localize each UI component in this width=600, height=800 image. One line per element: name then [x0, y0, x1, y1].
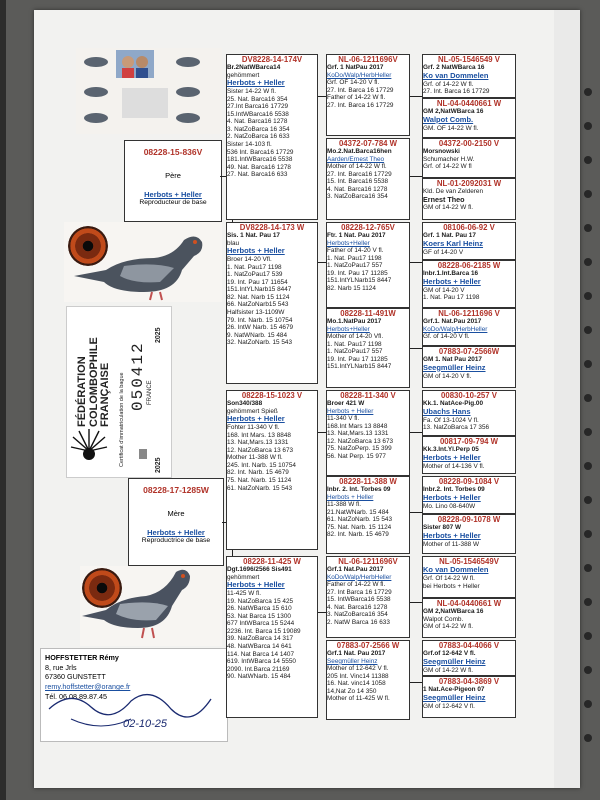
gp4-breeder: Herbots + Heller: [227, 580, 285, 590]
mere-box: [128, 478, 224, 566]
gp2-id: DV8228-14-173 W: [239, 223, 305, 232]
gp3-rest: 61. NatZoNarb. 15 543: [227, 484, 293, 492]
ffc-logo-icon: [69, 427, 109, 467]
gggp16-id: 07883-04-3869 V: [438, 677, 500, 686]
ggp8-line: 14,Nat Zo 14 350: [327, 687, 377, 695]
ggp7-line: Father of 14-22 W fl.: [327, 581, 386, 589]
gggp-box-3: [422, 138, 516, 178]
ggp8-id: 07883-07-2566 W: [336, 641, 400, 650]
pere-role: Père: [165, 171, 181, 180]
gggp-box-14: [422, 598, 516, 638]
ffc-certificate: [66, 306, 172, 478]
gggp9-rest: Fa. Of 13-1024 V fl.: [423, 416, 479, 424]
gp1-rest: 3. NatZoBarca 16 354: [227, 125, 290, 133]
gp2-breeder: Herbots + Heller: [227, 246, 285, 256]
gp3-line: gehömmert Spieß: [227, 407, 278, 415]
ffc-ring-number: 050412: [129, 341, 147, 411]
gggp3-id: 04372-00-2150 V: [438, 139, 500, 148]
breeder-photo: [76, 48, 222, 134]
ggp6-line: 61. NatZoNarb. 15 543: [327, 516, 393, 524]
gggp6-line: Inbr.1.Int.Barca 16: [423, 270, 479, 278]
ggp4-line: 1. NatZoPau17 557: [327, 348, 383, 356]
gggp2-id: NL-04-0440661 W: [436, 99, 502, 108]
gp2-rest: 82. Nat. Narb 15 1124: [227, 293, 290, 301]
ggp8-line: 16. Nat. vinc14 1058: [327, 680, 386, 688]
owner-phone: Tél. 06.08.89.87.45: [45, 691, 107, 701]
gggp5-line: Grf. 1 Nat. Pau 17: [423, 232, 476, 240]
ggp3-line: 1. Nat. Pau17 1198: [327, 254, 382, 262]
gp1-rest: 181.IntWBarca16 5538: [227, 156, 293, 164]
ggp6-id: 08228-11-388 W: [339, 477, 397, 486]
gp3-rest: 245. Int. Narb. 15 10754: [227, 461, 296, 469]
gggp8-id: 07883-07-2566W: [438, 347, 500, 356]
gggp4-line: GM of 14-22 W fl.: [423, 204, 474, 212]
gggp12-line: Sister 807 W: [423, 524, 462, 532]
ggp2-line: 4. Nat. Barca16 1278: [327, 185, 388, 193]
gp1-rest: 4. Nat. Barca16 1278: [227, 118, 288, 126]
gggp2-line: GM 2,NatWBarca 16: [423, 108, 484, 116]
ggp5-line: 56. Nat Perp. 15 977: [327, 453, 386, 461]
gp2-rest: 79. Int. Narb. 15 10754: [227, 316, 293, 324]
ggp4-line: 19. Int. Pau 17 11285: [327, 355, 388, 363]
pere-box: [124, 140, 222, 222]
ggp2-breeder: Aarden/Ernest Theo: [327, 155, 385, 163]
gp3-rest: 12. NatZoBarca 13 673: [227, 446, 294, 454]
gggp13-rest: Grf. Of 14-22 W fl.: [423, 575, 475, 583]
ggp1-line: Grf. 1 NatPau 2017: [327, 64, 384, 72]
ffc-country: FRANCE: [147, 380, 153, 405]
gggp-box-11: [422, 476, 516, 514]
gp4-id: 08228-11-425 W: [243, 557, 301, 566]
gggp7-id: NL-06-1211696 V: [438, 309, 500, 318]
ggp3-line: Ftr. 1 Nat. Pau 2017: [327, 232, 386, 240]
gggp11-id: 08228-09-1084 V: [438, 477, 500, 486]
ggp4-line: Mo.1.NatPau 2017: [327, 318, 382, 326]
gp4-rest: 2236. Int. Barca 15 19089: [227, 627, 301, 635]
gp2-rest: 1. Nat. Pau17 1198: [227, 263, 282, 271]
ggp5-line: 12. NatZoBarca 13 673: [327, 437, 394, 445]
gggp16-line: 1 Nat.Ace-Pigeon 07: [423, 686, 485, 694]
gggp5-rest: GF of 14-20 V: [423, 248, 464, 256]
gggp16-rest: GM of 12-642 V fl.: [423, 702, 475, 710]
ggp7-line: 4. Nat. Barca16 1278: [327, 603, 388, 611]
gp2-rest: 26. IntW Narb. 15 4679: [227, 324, 294, 332]
grandparent-box-1: [226, 54, 318, 220]
gggp-box-2: [422, 98, 516, 138]
ggp3-breeder: Herbots+Heller: [327, 239, 370, 247]
gp2-line: Sis. 1 Nat. Pau 17: [227, 232, 280, 240]
ffc-title-line1: FÉDÉRATION: [76, 356, 88, 427]
ggp3-line: Father of 14-20 V fl.: [327, 247, 384, 255]
grandparent-box-4: [226, 556, 318, 718]
ffc-year-bottom: 2025: [155, 457, 162, 473]
gggp4-line: Kld. De van Zelderen: [423, 188, 484, 196]
ggp6-line: 75. Nat. Narb. 15 1124: [327, 523, 392, 531]
ggp3-id: 08228-12-765V: [341, 223, 395, 232]
gp2-rest: 19. Int. Pau 17 11654: [227, 278, 288, 286]
gggp14-id: NL-04-0440661 W: [436, 599, 502, 608]
ggp1-line: 27. Int. Barca 16 17729: [327, 86, 394, 94]
ggp5-line: 11-340 V fl.: [327, 415, 360, 423]
ggp-box-8: [326, 640, 410, 720]
gp4-line: gehömmert: [227, 573, 260, 581]
gggp6-id: 08228-06-2185 W: [437, 261, 501, 270]
gp1-id: DV8228-14-174V: [241, 55, 303, 64]
ggp7-line: 2. NatW Barca 16 633: [327, 619, 390, 627]
gggp9-line: Kk.1. NatAce-Pig.00: [423, 400, 484, 408]
gggp13-rest: bei Herbots + Heller: [423, 582, 480, 590]
gp4-rest: 11-425 W fl.: [227, 590, 261, 598]
gp2-rest: 9. NatWNarb. 15 484: [227, 331, 288, 339]
gggp12-id: 08228-09-1078 W: [437, 515, 501, 524]
ggp7-line: Grf.1 Nat.Pau 2017: [327, 566, 384, 574]
gggp10-line: Kk.3.Int.Yl.Perp 05: [423, 446, 479, 454]
gp4-rest: 19. NatZoBarca 15 425: [227, 597, 294, 605]
ggp7-line: 15. IntWBarca16 5538: [327, 596, 391, 604]
gp2-rest: 32. NatZoNarb. 15 543: [227, 339, 293, 347]
gggp4-line: Ernest Theo: [423, 194, 465, 204]
ggp6-breeder: Herbots + Heller: [327, 493, 374, 501]
gggp1-breeder: Ko van Dommelen: [423, 70, 489, 80]
ggp5-id: 08228-11-340 V: [340, 391, 396, 400]
owner-email: remy.hoffstetter@orange.fr: [45, 682, 131, 692]
ggp-box-2: [326, 138, 410, 220]
ggp1-breeder: KoDo/Walp/HerbHeller: [327, 71, 392, 79]
pere-breeder: Herbots + Heller: [144, 190, 202, 199]
gggp6-rest: 1. Nat. Pau 17 1198: [423, 294, 480, 302]
ggp8-line: Mother of 11-425 W fl.: [327, 695, 390, 703]
sleeve-edge: [554, 10, 580, 788]
gggp-box-10: [422, 436, 516, 474]
pere-note: Reproducteur de base: [139, 199, 207, 206]
gggp14-line: Walpot Comb.: [423, 615, 464, 623]
ggp2-line: 27. Int. Barca16 17729: [327, 170, 392, 178]
gggp3-line: Schumacher H.W.: [423, 155, 475, 163]
ffc-title: [77, 337, 112, 427]
gp3-rest: 168. Int Mars. 13 8848: [227, 431, 291, 439]
ggp8-line: Grf.1 Nat. Pau 2017: [327, 650, 386, 658]
gggp5-breeder: Koers Karl Heinz: [423, 238, 484, 248]
gggp3-line: Morsnowski: [423, 148, 460, 156]
mere-note: Reproductrice de base: [141, 537, 211, 544]
ggp4-id: 08228-11-491W: [340, 309, 396, 318]
mere-photo: [80, 566, 222, 646]
gggp9-id: 00830-10-257 V: [441, 391, 497, 400]
ggp4-line: 1. Nat. Pau17 1198: [327, 340, 382, 348]
gggp-box-12: [422, 514, 516, 554]
gggp10-breeder: Herbots + Heller: [423, 452, 481, 462]
ffc-title-line3: FRANÇAISE: [99, 362, 112, 427]
gggp1-rest: 27. Int. Barca 16 17729: [423, 88, 490, 96]
ggp4-line: Mother of 14-20 Vfl.: [327, 333, 384, 341]
gggp8-line: GM 1. Nat Pau 2017: [423, 356, 482, 364]
gggp12-rest: Mother of 11-388 W: [423, 540, 480, 548]
gp1-rest: 27. Nat. Barca16 633: [227, 171, 288, 179]
ggp7-line: 3. NatZoBarca16 354: [327, 611, 388, 619]
ffc-cert-text: Certificat d'immatriculation de la bague: [119, 372, 125, 467]
gggp9-breeder: Ubachs Hans: [423, 406, 471, 416]
owner-city: 67360 GUNSTETT: [45, 672, 106, 682]
gp3-rest: 75. Nat. Narb. 15 1124: [227, 476, 292, 484]
gggp-box-6: [422, 260, 516, 308]
ggp1-line: Father of 14-22 W fl.: [327, 94, 386, 102]
gggp-box-7: [422, 308, 516, 346]
mere-id: 08228-17-1285W: [143, 485, 209, 495]
ggp8-line: 205 Int. Vinc14 11388: [327, 672, 389, 680]
gp4-rest: 26. NatWBarca 15 610: [227, 605, 292, 613]
pere-photo: [64, 222, 222, 302]
gggp13-breeder: Ko van Dommelen: [423, 565, 489, 575]
ggp2-line: Mo.2.Nat.Barca16hen: [327, 148, 392, 156]
ffc-title-line2: COLOMBOPHILE: [87, 337, 100, 427]
gp1-line: gehömmert: [227, 71, 260, 79]
gp4-line: Dgt.1696/2566 Sis491: [227, 566, 292, 574]
ggp5-line: 168.Int Mars 13 8848: [327, 422, 388, 430]
ggp3-line: 82. Narb 15 1124: [327, 285, 376, 293]
ggp-box-5: [326, 390, 410, 476]
gp2-line: blau: [227, 239, 240, 247]
gp1-rest: Sister 14-103 fl.: [227, 140, 272, 148]
ffc-barcode: [139, 449, 147, 459]
gggp13-id: NL-05-1546549V: [439, 557, 499, 566]
ggp2-id: 04372-07-784 W: [338, 139, 398, 148]
gp2-rest: 66. NatZoNarb15 543: [227, 301, 289, 309]
gp2-rest: Halfsister 13-1109W: [227, 308, 285, 316]
gggp8-rest: GM of 14-20 V fl.: [423, 372, 472, 380]
gggp-box-8: [422, 346, 516, 388]
gggp15-rest: GM of 14-22 W fl.: [423, 666, 474, 674]
gp1-rest: 25. Nat. Barca16 354: [227, 95, 288, 103]
gggp14-line: GM of 14-22 W fl.: [423, 623, 474, 631]
gggp5-id: 08106-06-92 V: [443, 223, 495, 232]
gggp11-breeder: Herbots + Heller: [423, 492, 481, 502]
ggp4-breeder: Herbots+Heller: [327, 325, 370, 333]
gp3-rest: 82. Int. Narb. 15 4679: [227, 469, 289, 477]
gp3-rest: Mother 11-388 W fl.: [227, 454, 283, 462]
gp4-rest: 114. Nat Barca 14 1407: [227, 650, 295, 658]
ggp3-line: 19. Int. Pau 17 11285: [327, 269, 388, 277]
ggp5-line: 13. Nat,Mars.13 1331: [327, 430, 389, 438]
owner-name: HOFFSTETTER Rémy: [45, 653, 119, 662]
gggp15-breeder: Seegmüller Heinz: [423, 656, 486, 666]
ggp3-line: 1. NatZoPau17 557: [327, 262, 383, 270]
gggp-box-15: [422, 640, 516, 676]
gp4-rest: 53. Nat Barca 15 1300: [227, 612, 291, 620]
mere-pigeon-image: [80, 566, 222, 646]
ggp-box-3: [326, 222, 410, 308]
ggp5-line: 75. NatZoPerp. 15 399: [327, 445, 392, 453]
gp3-rest: 13. Nat,Mars.13 1331: [227, 439, 289, 447]
grandparent-box-3: [226, 390, 318, 550]
gggp11-rest: Mo. Lino 08-640W: [423, 502, 476, 510]
gggp7-line: KoDo/Walp/HerbHeller: [423, 325, 488, 333]
gp4-rest: 2090. Int.Barca 21169: [227, 665, 290, 673]
ggp-box-7: [326, 556, 410, 638]
owner-box: [40, 648, 228, 742]
gp1-rest: 49. Nat. Barca16 1278: [227, 163, 291, 171]
ggp-box-4: [326, 308, 410, 388]
gggp-box-9: [422, 390, 516, 436]
ggp5-breeder: Herbots + Heller: [327, 407, 374, 415]
gggp14-line: GM 2,NatWBarca 16: [423, 608, 484, 616]
gggp1-id: NL-05-1546549 V: [438, 55, 500, 64]
ggp8-breeder: Seegmüller Heinz: [327, 657, 378, 665]
gggp9-rest: 13. NatZoBarca 17 356: [423, 424, 490, 432]
gggp16-breeder: Seegmüller Heinz: [423, 692, 486, 702]
gp4-rest: 39. NatZoBarca 14 317: [227, 635, 294, 643]
gp4-rest: 90. NatWNarb. 15 484: [227, 673, 291, 681]
gp1-rest: 27.Int Barca16 17729: [227, 103, 289, 111]
gggp2-rest: GM. OF 14-22 W fl.: [423, 124, 479, 132]
grandparent-box-2: [226, 222, 318, 384]
pere-pigeon-image: [64, 222, 222, 302]
owner-street: 8, rue Jrls: [45, 662, 77, 672]
gggp-box-1: [422, 54, 516, 98]
ggp4-line: 151.IntYLNarb15 8447: [327, 363, 392, 371]
gggp6-breeder: Herbots + Heller: [423, 276, 481, 286]
ggp-box-1: [326, 54, 410, 136]
gp3-breeder: Herbots + Heller: [227, 414, 285, 424]
gp1-rest: 2. NatZoBarca 16 633: [227, 133, 290, 141]
gggp8-breeder: Seegmüller Heinz: [423, 362, 486, 372]
gp4-rest: 677 IntWBarca 15 5244: [227, 620, 295, 628]
ggp2-line: 3. NatZoBarca16 354: [327, 193, 388, 201]
gggp10-id: 00817-09-794 W: [439, 437, 499, 446]
mere-breeder: Herbots + Heller: [147, 528, 205, 537]
ggp1-line: 27. Int. Barca 16 17729: [327, 101, 394, 109]
ggp2-line: 15. Int. Barca16 5538: [327, 178, 389, 186]
gp3-id: 08228-15-1023 V: [241, 391, 303, 400]
ggp8-line: Mother of 12-642 V fl.: [327, 665, 389, 673]
mere-role: Mère: [167, 509, 185, 518]
gp4-rest: 619. IntWBarca 14 5550: [227, 658, 296, 666]
gp1-rest: 15.IntWBarca16 5538: [227, 110, 289, 118]
ggp6-line: Inbr. 2. Int. Torbes 09: [327, 486, 391, 494]
ggp6-line: 82. Int. Narb. 15 4679: [327, 531, 389, 539]
ggp2-line: Mother of 14-22 W fl.: [327, 163, 387, 171]
gggp6-rest: GM of 14-20 V: [423, 286, 465, 294]
ggp3-line: 151.IntYLNarb15 8447: [327, 277, 392, 285]
gggp1-line: Grf. 2 NatWBarca 16: [423, 64, 485, 72]
gp1-rest: 536 Int. Barca16 17729: [227, 148, 294, 156]
pere-id: 08228-15-836V: [143, 147, 203, 157]
gp2-rest: 1. NatZoPau17 539: [227, 271, 283, 279]
ggp-box-6: [326, 476, 410, 554]
gggp1-rest: Grf. of 14-22 W fl.: [423, 80, 474, 88]
gggp15-line: Grf.of 12-642 V fl.: [423, 650, 476, 658]
gggp2-breeder: Walpot Comb.: [423, 114, 474, 124]
gp3-line: Son340/388: [227, 400, 263, 408]
gggp-box-13: [422, 556, 516, 598]
ggp7-id: NL-06-1211696V: [338, 557, 398, 566]
gggp12-breeder: Herbots + Heller: [423, 530, 481, 540]
gp2-rest: Broer 14-20 Vfl.: [227, 256, 272, 264]
ggp7-line: 27. Int Barca 16 17729: [327, 588, 392, 596]
ggp7-breeder: KoDo/Walp/HerbHeller: [327, 573, 392, 581]
gggp4-id: NL-01-2092031 W: [436, 179, 502, 188]
gp3-rest: Fohter 11-340 V fl.: [227, 424, 280, 432]
gp4-rest: 48. NatWBarca 14 641: [227, 642, 292, 650]
gggp7-line: Gf. of 14-20 V fl.: [423, 333, 470, 341]
gggp7-line: Grf.1. Nat.Pau 2017: [423, 318, 482, 326]
ggp6-line: 11-388 W fl.: [327, 501, 361, 509]
ffc-year-top: 2025: [155, 327, 162, 343]
gggp-box-5: [422, 222, 516, 260]
gggp10-rest: Mother of 14-136 V fl.: [423, 462, 485, 470]
ggp1-line: Grf. OF 14-20 V fl.: [327, 79, 380, 87]
pigeon-collage-image: [76, 48, 222, 134]
gp2-rest: 151.IntYLNarb15 8447: [227, 286, 292, 294]
gggp-box-16: [422, 676, 516, 718]
gp1-rest: Sister 14-22 W fl.: [227, 88, 277, 96]
gp1-breeder: Herbots + Heller: [227, 78, 285, 88]
ggp5-line: Broer 421 W: [327, 400, 365, 408]
gggp3-line: Grf. of 14-22 W fl: [423, 163, 472, 171]
gggp11-line: Inbr.2. Int. Torbes 09: [423, 486, 485, 494]
ggp6-line: 21.NatWNarb. 15 484: [327, 508, 389, 516]
gggp15-id: 07883-04-4066 V: [438, 641, 500, 650]
owner-date: 02-10-25: [123, 718, 168, 730]
gp1-line: Br.2NatWBarca14: [227, 64, 281, 72]
gggp-box-4: [422, 178, 516, 220]
ggp1-id: NL-06-1211696V: [338, 55, 398, 64]
